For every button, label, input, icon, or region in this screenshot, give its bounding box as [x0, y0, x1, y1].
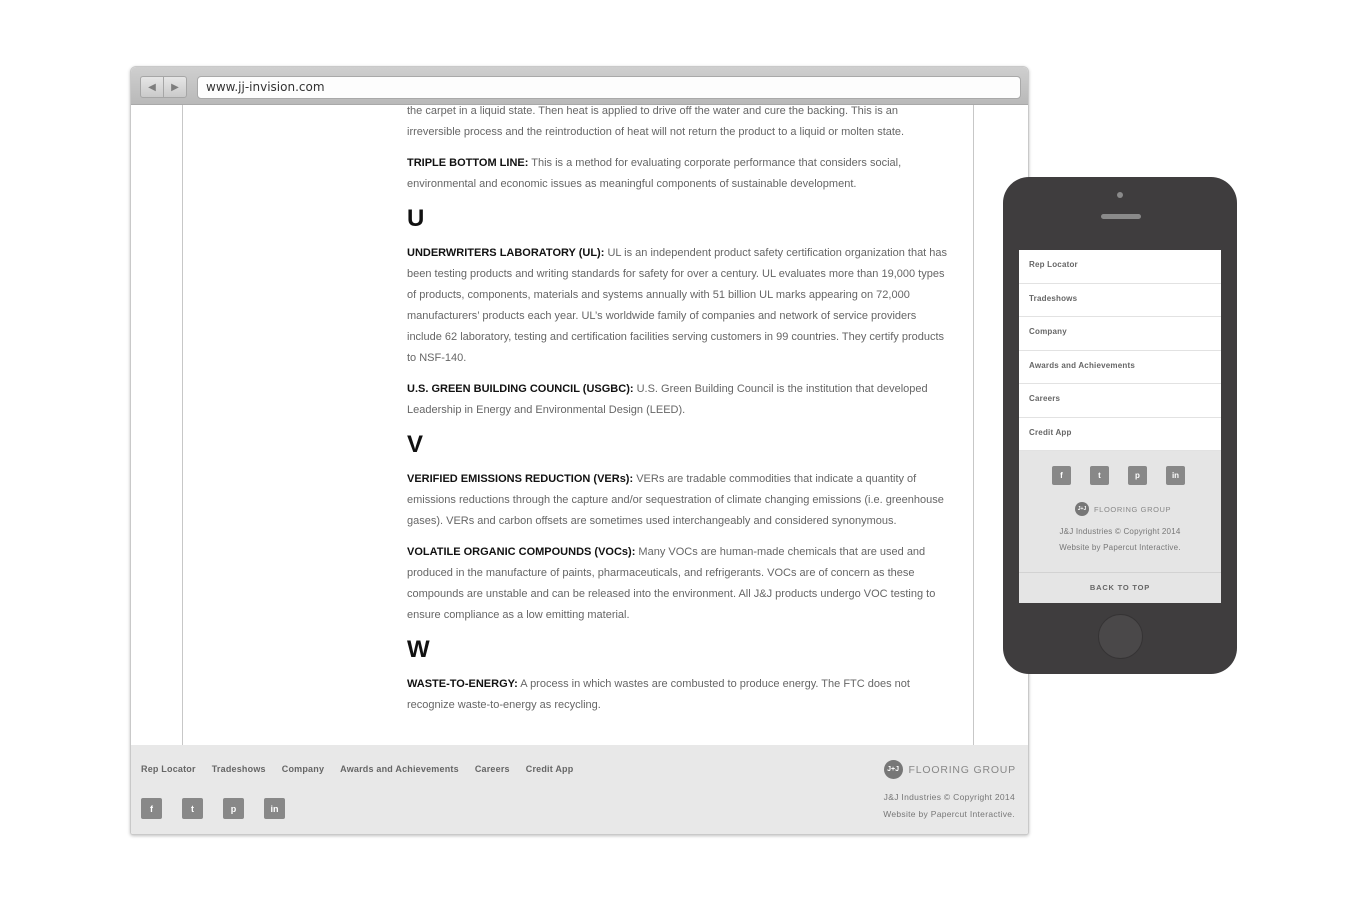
glossary-entry — [407, 469, 952, 532]
glossary-entry — [407, 243, 952, 369]
glossary-definition: VERs are tradable commodities that indicate a quantity of emissions reductions through the capture and/or sequestration of climate changing emissions (i.e. greenhouse gases). VERs and carbon offsets are sometimes used interchangeably and considered synonymous. — [407, 473, 944, 527]
glossary-entry — [407, 379, 952, 421]
forward-arrow-icon[interactable]: ▶ — [171, 81, 179, 93]
glossary-definition: UL is an independent product safety certification organization that has been testing products and writing standards for safety for over a century. UL evaluates more than 19,000 types of products, components, materials and systems annually with 51 billion UL marks appearing on 72,000 manufacturers’ products each year. UL’s worldwide family of companies and network of service providers include 62 laboratory, testing and certification facilities serving customers in 99 countries. They certify products to NSF-140. — [407, 247, 948, 364]
jj-logo-icon: J+J — [884, 760, 903, 779]
mobile-footer — [1019, 451, 1221, 603]
glossary-entry — [407, 153, 952, 195]
footer-social-links — [141, 798, 285, 819]
mobile-menu-item[interactable]: Tradeshows — [1019, 284, 1221, 318]
glossary-term: TRIPLE BOTTOM LINE: — [407, 157, 529, 169]
copyright-text: J&J Industries © Copyright 2014 — [883, 792, 1015, 802]
jj-logo-icon: J+J — [1075, 502, 1089, 516]
credit-link[interactable]: Website by Papercut Interactive. — [883, 809, 1015, 819]
pinterest-icon[interactable]: p — [223, 798, 244, 819]
glossary-term: VOLATILE ORGANIC COMPOUNDS (VOCs): — [407, 546, 636, 558]
copyright-text: J&J Industries © Copyright 2014 — [1059, 527, 1181, 536]
footer-legal — [883, 789, 1015, 823]
phone-home-button — [1098, 614, 1143, 659]
site-footer — [131, 745, 1028, 835]
mobile-menu-item[interactable]: Company — [1019, 317, 1221, 351]
glossary-definition: Many VOCs are human-made chemicals that are used and produced in the manufacture of paints, pharmaceuticals, and refrigerants. VOCs are of concern as these compounds are unstable and can be released into the environment. All J&J products undergo VOC testing to ensure compliance as a low emitting material. — [407, 546, 936, 621]
footer-nav-link[interactable]: Careers — [474, 764, 510, 774]
linkedin-icon[interactable]: in — [1166, 466, 1185, 485]
glossary-term: U.S. GREEN BUILDING COUNCIL (USGBC): — [407, 383, 634, 395]
phone-speaker — [1101, 214, 1141, 219]
brand-name: FLOORING GROUP — [1094, 504, 1172, 514]
glossary-definition: U.S. Green Building Council is the institution that developed Leadership in Energy and Environmental Design (LEED). — [407, 383, 928, 416]
mobile-menu-item[interactable]: Rep Locator — [1019, 250, 1221, 284]
page-viewport[interactable] — [131, 105, 1028, 745]
footer-nav-link[interactable]: Awards and Achievements — [340, 764, 459, 774]
footer-nav-link[interactable]: Credit App — [525, 764, 574, 774]
mobile-brand-logo[interactable] — [1075, 502, 1171, 516]
footer-nav-link[interactable]: Company — [281, 764, 325, 774]
glossary-letter-heading: W — [407, 636, 430, 663]
back-to-top-button[interactable]: BACK TO TOP — [1019, 572, 1221, 603]
mobile-menu — [1019, 250, 1221, 451]
glossary-entry — [407, 674, 952, 716]
mobile-legal — [1019, 524, 1221, 556]
pinterest-icon[interactable]: p — [1128, 466, 1147, 485]
back-arrow-icon[interactable]: ◀ — [141, 77, 164, 97]
facebook-icon[interactable]: f — [1052, 466, 1071, 485]
glossary-term: VERIFIED EMISSIONS REDUCTION (VERs): — [407, 473, 634, 485]
browser-toolbar — [131, 67, 1028, 105]
phone-camera — [1117, 192, 1123, 198]
mobile-menu-item[interactable]: Awards and Achievements — [1019, 351, 1221, 385]
glossary-entry — [407, 542, 952, 626]
footer-nav-link[interactable]: Rep Locator — [141, 764, 196, 774]
glossary-content — [407, 105, 952, 726]
footer-nav-link[interactable]: Tradeshows — [211, 764, 266, 774]
footer-brand-logo[interactable] — [884, 760, 1016, 779]
glossary-term: UNDERWRITERS LABORATORY (UL): — [407, 247, 605, 259]
mobile-menu-item[interactable]: Credit App — [1019, 418, 1221, 452]
mobile-social-links — [1052, 466, 1185, 485]
glossary-letter-heading: U — [407, 205, 425, 232]
twitter-icon[interactable]: t — [182, 798, 203, 819]
twitter-icon[interactable]: t — [1090, 466, 1109, 485]
mobile-screen — [1019, 250, 1221, 603]
facebook-icon[interactable]: f — [141, 798, 162, 819]
brand-name: FLOORING GROUP — [908, 763, 1016, 776]
linkedin-icon[interactable]: in — [264, 798, 285, 819]
footer-nav — [141, 764, 573, 774]
address-bar[interactable]: www.jj-invision.com — [197, 76, 1021, 99]
glossary-intro-fragment: the carpet in a liquid state. Then heat is applied to drive off the water and cure the backing. This is an irreversible process and the reintroduction of heat will not return the product to a liquid or molten state. — [407, 105, 905, 138]
glossary-definition: A process in which wastes are combusted to produce energy. The FTC does not recognize waste-to-energy as recycling. — [407, 678, 910, 711]
browser-window — [130, 66, 1029, 835]
mobile-phone-mockup — [1003, 177, 1237, 674]
mobile-menu-item[interactable]: Careers — [1019, 384, 1221, 418]
glossary-definition: This is a method for evaluating corporate performance that considers social, environmental and economic issues as meaningful components of sustainable development. — [407, 157, 902, 190]
glossary-letter-heading: V — [407, 431, 424, 458]
credit-link[interactable]: Website by Papercut Interactive. — [1059, 543, 1181, 552]
glossary-term: WASTE-TO-ENERGY: — [407, 678, 518, 690]
history-buttons — [140, 76, 187, 98]
